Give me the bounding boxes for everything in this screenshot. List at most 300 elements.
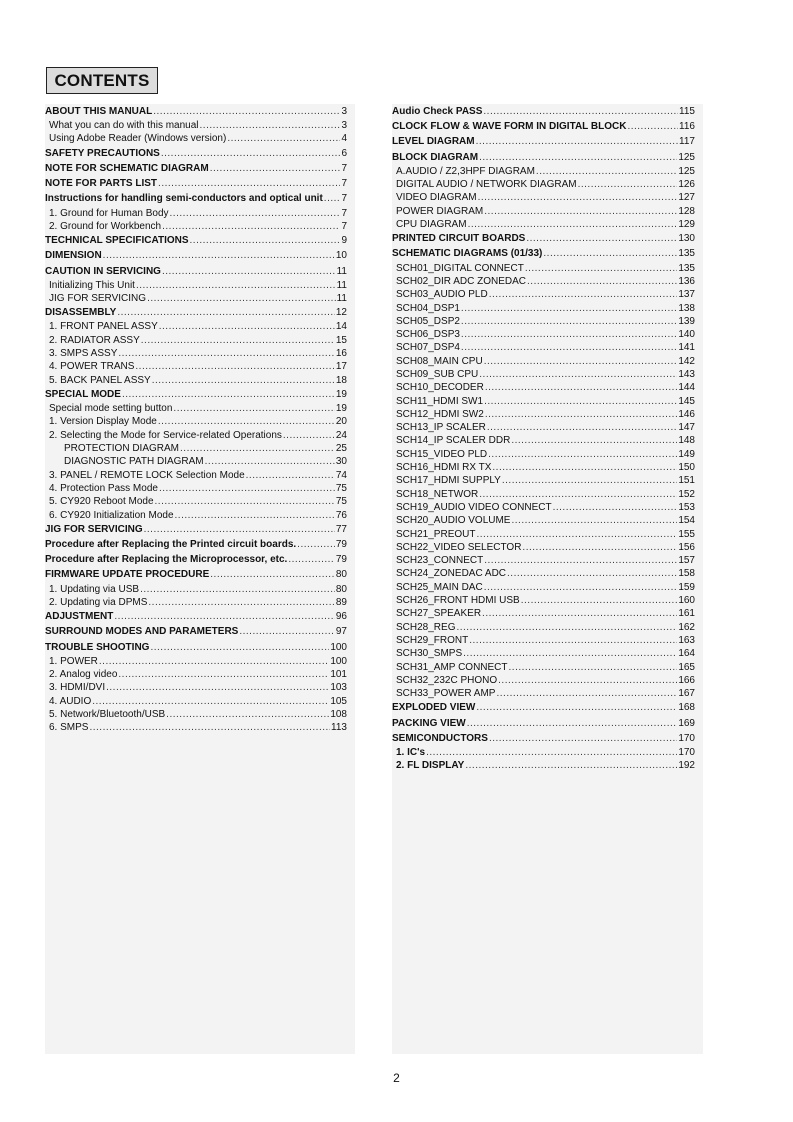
toc-entry-label: SCH25_MAIN DAC [396, 581, 483, 593]
toc-entry-label: 3. HDMI/DVI [49, 682, 106, 694]
toc-entry[interactable] [45, 279, 347, 292]
toc-entry-label: PROTECTION DIAGRAM [64, 443, 180, 455]
toc-entry-label: CAUTION IN SERVICING [45, 265, 161, 277]
page-number: 2 [393, 1071, 400, 1085]
dot-leader [487, 421, 677, 434]
dot-leader [482, 607, 677, 620]
toc-entry[interactable] [392, 262, 695, 275]
toc-entry-page: 77 [335, 523, 347, 535]
dot-leader [479, 488, 677, 501]
toc-entry-label: DISASSEMBLY [45, 307, 117, 319]
dot-leader [150, 640, 329, 655]
toc-entry[interactable] [45, 537, 347, 552]
toc-entry[interactable] [392, 731, 695, 746]
toc-entry-label: NOTE FOR PARTS LIST [45, 178, 158, 190]
toc-entry-label: 1. Updating via USB [49, 583, 140, 595]
toc-entry[interactable] [45, 640, 347, 655]
toc-entry-label: What you can do with this manual [49, 120, 199, 132]
toc-entry[interactable] [45, 176, 347, 191]
toc-entry[interactable] [45, 708, 347, 721]
toc-entry[interactable] [392, 716, 695, 731]
toc-entry-page: 152 [678, 488, 695, 500]
toc-entry[interactable] [45, 132, 347, 145]
toc-entry-label: SCH20_AUDIO VOLUME [396, 515, 511, 527]
toc-entry[interactable] [392, 246, 695, 261]
toc-entry[interactable] [45, 305, 347, 320]
toc-entry-label: NOTE FOR SCHEMATIC DIAGRAM [45, 162, 209, 174]
toc-entry-page: 20 [335, 416, 347, 428]
toc-entry[interactable] [45, 161, 347, 176]
dot-leader [155, 495, 335, 508]
toc-entry-page: 169 [678, 717, 695, 729]
dot-leader [118, 668, 329, 681]
dot-leader [140, 583, 335, 596]
dot-leader [492, 461, 677, 474]
dot-leader [426, 746, 677, 759]
toc-entry[interactable] [45, 429, 347, 442]
dot-leader [553, 501, 678, 514]
dot-leader [153, 104, 340, 119]
toc-entry-page: 117 [679, 136, 695, 148]
toc-entry[interactable] [392, 581, 695, 594]
dot-leader [114, 609, 335, 624]
toc-entry[interactable] [45, 442, 347, 455]
toc-entry-page: 143 [678, 368, 695, 380]
toc-entry[interactable] [45, 668, 347, 681]
toc-entry-page: 76 [335, 509, 347, 521]
toc-entry-label: ABOUT THIS MANUAL [45, 106, 153, 117]
toc-entry-label: SCH21_PREOUT [396, 528, 476, 540]
toc-entry-label: SCH09_SUB CPU [396, 368, 479, 380]
dot-leader [463, 647, 677, 660]
dot-leader [175, 509, 335, 522]
toc-entry[interactable] [392, 355, 695, 368]
toc-entry-page: 101 [330, 669, 347, 681]
toc-entry-page: 9 [341, 235, 347, 247]
toc-entry-page: 3 [341, 120, 347, 132]
toc-entry[interactable] [392, 621, 695, 634]
dot-leader [484, 205, 677, 218]
toc-entry-label: SCH18_NETWOR [396, 488, 479, 500]
toc-entry[interactable] [45, 119, 347, 132]
toc-entry[interactable] [45, 655, 347, 668]
toc-entry-page: 80 [335, 583, 347, 595]
toc-entry[interactable] [392, 421, 695, 434]
toc-entry-page: 125 [678, 151, 695, 163]
toc-entry[interactable] [45, 207, 347, 220]
toc-entry-label: SPECIAL MODE [45, 388, 121, 400]
toc-entry[interactable] [392, 514, 695, 527]
toc-entry-label: SAFETY PRECAUTIONS [45, 147, 160, 159]
toc-entry-label: 5. Network/Bluetooth/USB [49, 708, 166, 720]
toc-entry[interactable] [392, 488, 695, 501]
toc-entry[interactable] [392, 165, 695, 178]
toc-entry[interactable] [392, 594, 695, 607]
toc-entry-label: 5. BACK PANEL ASSY [49, 374, 151, 386]
toc-entry[interactable] [392, 647, 695, 660]
dot-leader [465, 759, 677, 772]
toc-entry[interactable] [45, 292, 347, 305]
toc-entry[interactable] [392, 528, 695, 541]
toc-entry-page: 170 [678, 732, 695, 744]
toc-entry[interactable] [45, 146, 347, 161]
toc-entry[interactable] [392, 368, 695, 381]
dot-leader [525, 262, 678, 275]
toc-entry[interactable] [45, 469, 347, 482]
toc-entry[interactable] [45, 495, 347, 508]
toc-entry[interactable] [392, 104, 695, 119]
toc-entry[interactable] [45, 233, 347, 248]
dot-leader [200, 119, 341, 132]
toc-entry[interactable] [392, 461, 695, 474]
toc-entry-label: FIRMWARE UPDATE PROCEDURE [45, 569, 210, 581]
toc-entry-page: 89 [335, 596, 347, 608]
toc-entry[interactable] [392, 381, 695, 394]
dot-leader [484, 581, 678, 594]
toc-entry[interactable] [45, 415, 347, 428]
toc-entry[interactable] [392, 395, 695, 408]
toc-entry-page: 166 [678, 674, 695, 686]
toc-entry[interactable] [392, 554, 695, 567]
toc-entry[interactable] [45, 721, 347, 734]
toc-entry[interactable] [45, 374, 347, 387]
toc-entry[interactable] [45, 681, 347, 694]
toc-entry-label: SCH14_IP SCALER DDR [396, 435, 511, 447]
dot-leader [283, 429, 335, 442]
toc-entry-page: 108 [330, 708, 347, 720]
toc-entry-page: 15 [335, 334, 347, 346]
toc-entry[interactable] [45, 482, 347, 495]
toc-entry-page: 100 [330, 641, 347, 653]
dot-leader [485, 381, 678, 394]
toc-entry-page: 11 [336, 279, 347, 291]
toc-entry[interactable] [392, 191, 695, 204]
toc-entry-label: SCH29_FRONT [396, 634, 469, 646]
dot-leader [522, 541, 677, 554]
dot-leader [627, 119, 678, 134]
toc-entry-page: 150 [678, 462, 695, 474]
toc-entry-label: SCH02_DIR ADC ZONEDAC [396, 275, 527, 287]
toc-entry-label: PACKING VIEW [392, 717, 466, 729]
toc-entry-page: 24 [335, 429, 347, 441]
dot-leader [122, 387, 335, 402]
toc-entry[interactable] [392, 231, 695, 246]
toc-entry-label: SCH24_ZONEDAC ADC [396, 568, 507, 580]
toc-entry-page: 103 [330, 682, 347, 694]
toc-entry[interactable] [392, 408, 695, 421]
toc-entry[interactable] [45, 455, 347, 468]
toc-entry-page: 74 [335, 469, 347, 481]
toc-entry[interactable] [45, 264, 347, 279]
dot-leader [147, 292, 336, 305]
toc-entry-label: 2. Selecting the Mode for Service-related Operations [49, 429, 282, 441]
toc-entry[interactable] [45, 509, 347, 522]
toc-entry[interactable] [45, 596, 347, 609]
toc-entry-label: 1. Ground for Human Body [49, 207, 169, 219]
toc-entry-label: JIG FOR SERVICING [49, 292, 147, 304]
toc-entry-page: 151 [678, 475, 695, 487]
toc-entry-page: 7 [341, 207, 347, 219]
toc-entry[interactable] [392, 119, 695, 134]
dot-leader [483, 104, 678, 119]
toc-entry-page: 17 [335, 361, 347, 373]
dot-leader [161, 146, 341, 161]
toc-entry-label: SCH10_DECODER [396, 382, 484, 394]
toc-entry[interactable] [45, 583, 347, 596]
toc-entry-page: 162 [678, 621, 695, 633]
toc-entry[interactable] [45, 567, 347, 582]
toc-entry-label: Procedure after Replacing the Microprocessor, etc. [45, 554, 288, 566]
toc-entry-label: SCH27_SPEAKER [396, 608, 482, 620]
toc-list-right [392, 104, 695, 773]
toc-entry[interactable] [45, 320, 347, 333]
dot-leader [162, 264, 336, 279]
dot-leader [158, 415, 335, 428]
dot-leader [148, 596, 334, 609]
toc-entry-label: SCH33_POWER AMP [396, 688, 496, 700]
toc-entry-label: Initializing This Unit [49, 279, 135, 291]
dot-leader [324, 191, 341, 206]
toc-column-right [392, 104, 703, 1054]
dot-leader [469, 634, 677, 647]
toc-entry-label: Using Adobe Reader (Windows version) [49, 133, 227, 145]
toc-entry-label: SCH13_IP SCALER [396, 422, 486, 434]
dot-leader [103, 248, 335, 263]
toc-entry[interactable] [392, 541, 695, 554]
dot-leader [461, 315, 677, 328]
toc-entry-page: 153 [678, 501, 695, 513]
toc-entry-label: 4. Protection Pass Mode [49, 482, 158, 494]
toc-entry[interactable] [45, 347, 347, 360]
toc-entry-label: SCH23_CONNECT [396, 555, 484, 567]
toc-entry-label: SCH28_REG [396, 621, 456, 633]
dot-leader [484, 355, 678, 368]
toc-entry-label: Special mode setting button [49, 403, 173, 415]
toc-entry-label: 1. FRONT PANEL ASSY [49, 321, 158, 333]
toc-entry-label: SCH08_MAIN CPU [396, 355, 483, 367]
toc-entry[interactable] [392, 700, 695, 715]
toc-entry-page: 105 [330, 695, 347, 707]
toc-entry-page: 7 [341, 193, 347, 205]
dot-leader [484, 395, 677, 408]
dot-leader [288, 552, 335, 567]
toc-entry-label: SCH16_HDMI RX TX [396, 462, 492, 474]
toc-entry[interactable] [45, 387, 347, 402]
toc-entry-label: SCH32_232C PHONO [396, 674, 498, 686]
toc-entry-label: 2. RADIATOR ASSY [49, 334, 140, 346]
toc-entry-page: 126 [678, 179, 695, 191]
toc-entry-label: 3. PANEL / REMOTE LOCK Selection Mode [49, 469, 245, 481]
toc-entry[interactable] [392, 275, 695, 288]
toc-entry[interactable] [45, 248, 347, 263]
toc-entry[interactable] [45, 220, 347, 233]
toc-entry[interactable] [392, 607, 695, 620]
toc-entry-page: 146 [678, 408, 695, 420]
toc-entry[interactable] [392, 205, 695, 218]
toc-entry-label: PRINTED CIRCUIT BOARDS [392, 233, 526, 245]
toc-entry-page: 116 [679, 121, 695, 133]
toc-entry[interactable] [392, 474, 695, 487]
toc-entry[interactable] [392, 341, 695, 354]
toc-entry-page: 148 [678, 435, 695, 447]
dot-leader [144, 522, 335, 537]
dot-leader [461, 341, 677, 354]
toc-entry-page: 154 [678, 515, 695, 527]
toc-entry-page: 4 [341, 133, 347, 145]
toc-entry[interactable] [392, 150, 695, 165]
toc-entry-label: A.AUDIO / Z2,3HPF DIAGRAM [396, 165, 535, 177]
dot-leader [536, 165, 677, 178]
toc-entry[interactable] [392, 687, 695, 700]
dot-leader [461, 302, 677, 315]
toc-entry[interactable] [392, 288, 695, 301]
toc-entry[interactable] [392, 434, 695, 447]
toc-entry[interactable] [45, 522, 347, 537]
toc-entry[interactable] [392, 328, 695, 341]
toc-entry-page: 19 [335, 388, 347, 400]
toc-entry-label: SURROUND MODES AND PARAMETERS [45, 626, 239, 638]
page-title: CONTENTS [46, 67, 158, 94]
toc-entry-page: 6 [341, 147, 347, 159]
dot-leader [488, 448, 677, 461]
toc-entry-label: Audio Check PASS [392, 106, 483, 117]
toc-entry-page: 145 [678, 395, 695, 407]
dot-leader [210, 567, 335, 582]
toc-entry-page: 10 [335, 250, 347, 262]
toc-entry-label: 2. FL DISPLAY [396, 760, 465, 772]
toc-entry-label: SCH06_DSP3 [396, 329, 460, 341]
toc-entry-page: 135 [678, 262, 695, 274]
toc-entry-label: 5. CY920 Reboot Mode [49, 496, 154, 508]
dot-leader [543, 246, 677, 261]
dot-leader [489, 731, 677, 746]
toc-entry-label: SCH19_AUDIO VIDEO CONNECT [396, 501, 552, 513]
toc-entry[interactable] [392, 302, 695, 315]
toc-entry-label: ADJUSTMENT [45, 611, 114, 623]
dot-leader [227, 132, 340, 145]
dot-leader [117, 305, 335, 320]
toc-entry-page: 100 [330, 655, 347, 667]
toc-entry-label: DIMENSION [45, 250, 102, 262]
toc-entry-label: SCH17_HDMI SUPPLY [396, 475, 501, 487]
dot-leader [152, 374, 335, 387]
toc-entry[interactable] [45, 191, 347, 206]
toc-entry-page: 161 [678, 608, 695, 620]
toc-entry-label: TECHNICAL SPECIFICATIONS [45, 235, 189, 247]
toc-entry-page: 167 [678, 688, 695, 700]
toc-entry-page: 160 [678, 595, 695, 607]
dot-leader [205, 455, 335, 468]
toc-entry-page: 128 [678, 205, 695, 217]
toc-entry-label: 6. CY920 Initialization Mode [49, 509, 174, 521]
toc-entry-label: SCH05_DSP2 [396, 315, 460, 327]
toc-entry[interactable] [392, 634, 695, 647]
toc-entry-page: 165 [678, 661, 695, 673]
toc-entry[interactable] [392, 448, 695, 461]
toc-entry-page: 75 [335, 482, 347, 494]
toc-entry[interactable] [392, 501, 695, 514]
dot-leader [476, 134, 678, 149]
toc-entry-label: 4. AUDIO [49, 695, 92, 707]
toc-entry[interactable] [392, 746, 695, 759]
toc-entry[interactable] [392, 661, 695, 674]
toc-entry-label: SEMICONDUCTORS [392, 732, 488, 744]
toc-entry-label: CPU DIAGRAM [396, 218, 467, 230]
toc-entry-label: POWER DIAGRAM [396, 205, 484, 217]
toc-entry-page: 147 [678, 422, 695, 434]
toc-entry-label: 4. POWER TRANS [49, 361, 135, 373]
toc-entry[interactable] [392, 218, 695, 231]
dot-leader [106, 681, 329, 694]
toc-entry[interactable] [392, 759, 695, 772]
dot-leader [89, 721, 330, 734]
toc-entry-page: 144 [678, 382, 695, 394]
dot-leader [521, 594, 678, 607]
dot-leader [527, 275, 677, 288]
dot-leader [484, 554, 677, 567]
toc-entry-page: 136 [678, 275, 695, 287]
toc-entry-page: 137 [678, 289, 695, 301]
toc-entry-label: TROUBLE SHOOTING [45, 641, 150, 653]
toc-entry-page: 141 [678, 342, 695, 354]
toc-entry-label: 1. IC's [396, 746, 426, 758]
dot-leader [511, 514, 677, 527]
dot-leader [578, 178, 678, 191]
toc-entry[interactable] [45, 104, 347, 119]
toc-entry[interactable] [45, 609, 347, 624]
toc-entry-page: 3 [341, 106, 347, 117]
toc-entry-page: 25 [335, 443, 347, 455]
toc-entry-page: 7 [341, 220, 347, 232]
toc-entry-page: 30 [335, 456, 347, 468]
toc-entry[interactable] [45, 402, 347, 415]
toc-entry-page: 149 [678, 448, 695, 460]
toc-entry[interactable] [45, 334, 347, 347]
toc-entry-page: 113 [331, 722, 347, 734]
toc-entry-label: SCH01_DIGITAL CONNECT [396, 262, 524, 274]
toc-entry-label: 1. Version Display Mode [49, 416, 157, 428]
toc-entry-page: 11 [336, 265, 347, 277]
toc-entry-label: 2. Analog video [49, 669, 118, 681]
toc-entry-page: 16 [335, 348, 347, 360]
toc-entry-page: 7 [341, 178, 347, 190]
dot-leader [498, 674, 677, 687]
dot-leader [476, 700, 677, 715]
dot-leader [297, 537, 335, 552]
toc-entry-page: 18 [335, 374, 347, 386]
toc-entry-label: VIDEO DIAGRAM [396, 192, 477, 204]
dot-leader [92, 695, 329, 708]
dot-leader [170, 207, 341, 220]
toc-entry-label: CLOCK FLOW & WAVE FORM IN DIGITAL BLOCK [392, 121, 627, 133]
toc-entry[interactable] [392, 178, 695, 191]
toc-entry[interactable] [45, 552, 347, 567]
toc-entry[interactable] [45, 624, 347, 639]
toc-entry-label: JIG FOR SERVICING [45, 523, 143, 535]
toc-entry[interactable] [392, 134, 695, 149]
toc-entry[interactable] [392, 674, 695, 687]
toc-entry[interactable] [392, 315, 695, 328]
toc-entry-label: SCH15_VIDEO PLD [396, 448, 488, 460]
dot-leader [246, 469, 335, 482]
toc-entry-page: 159 [678, 581, 695, 593]
toc-entry-page: 7 [341, 162, 347, 174]
toc-entry[interactable] [45, 360, 347, 373]
toc-entry[interactable] [45, 695, 347, 708]
toc-entry[interactable] [392, 567, 695, 580]
dot-leader [159, 482, 335, 495]
toc-entry-page: 192 [678, 760, 695, 772]
